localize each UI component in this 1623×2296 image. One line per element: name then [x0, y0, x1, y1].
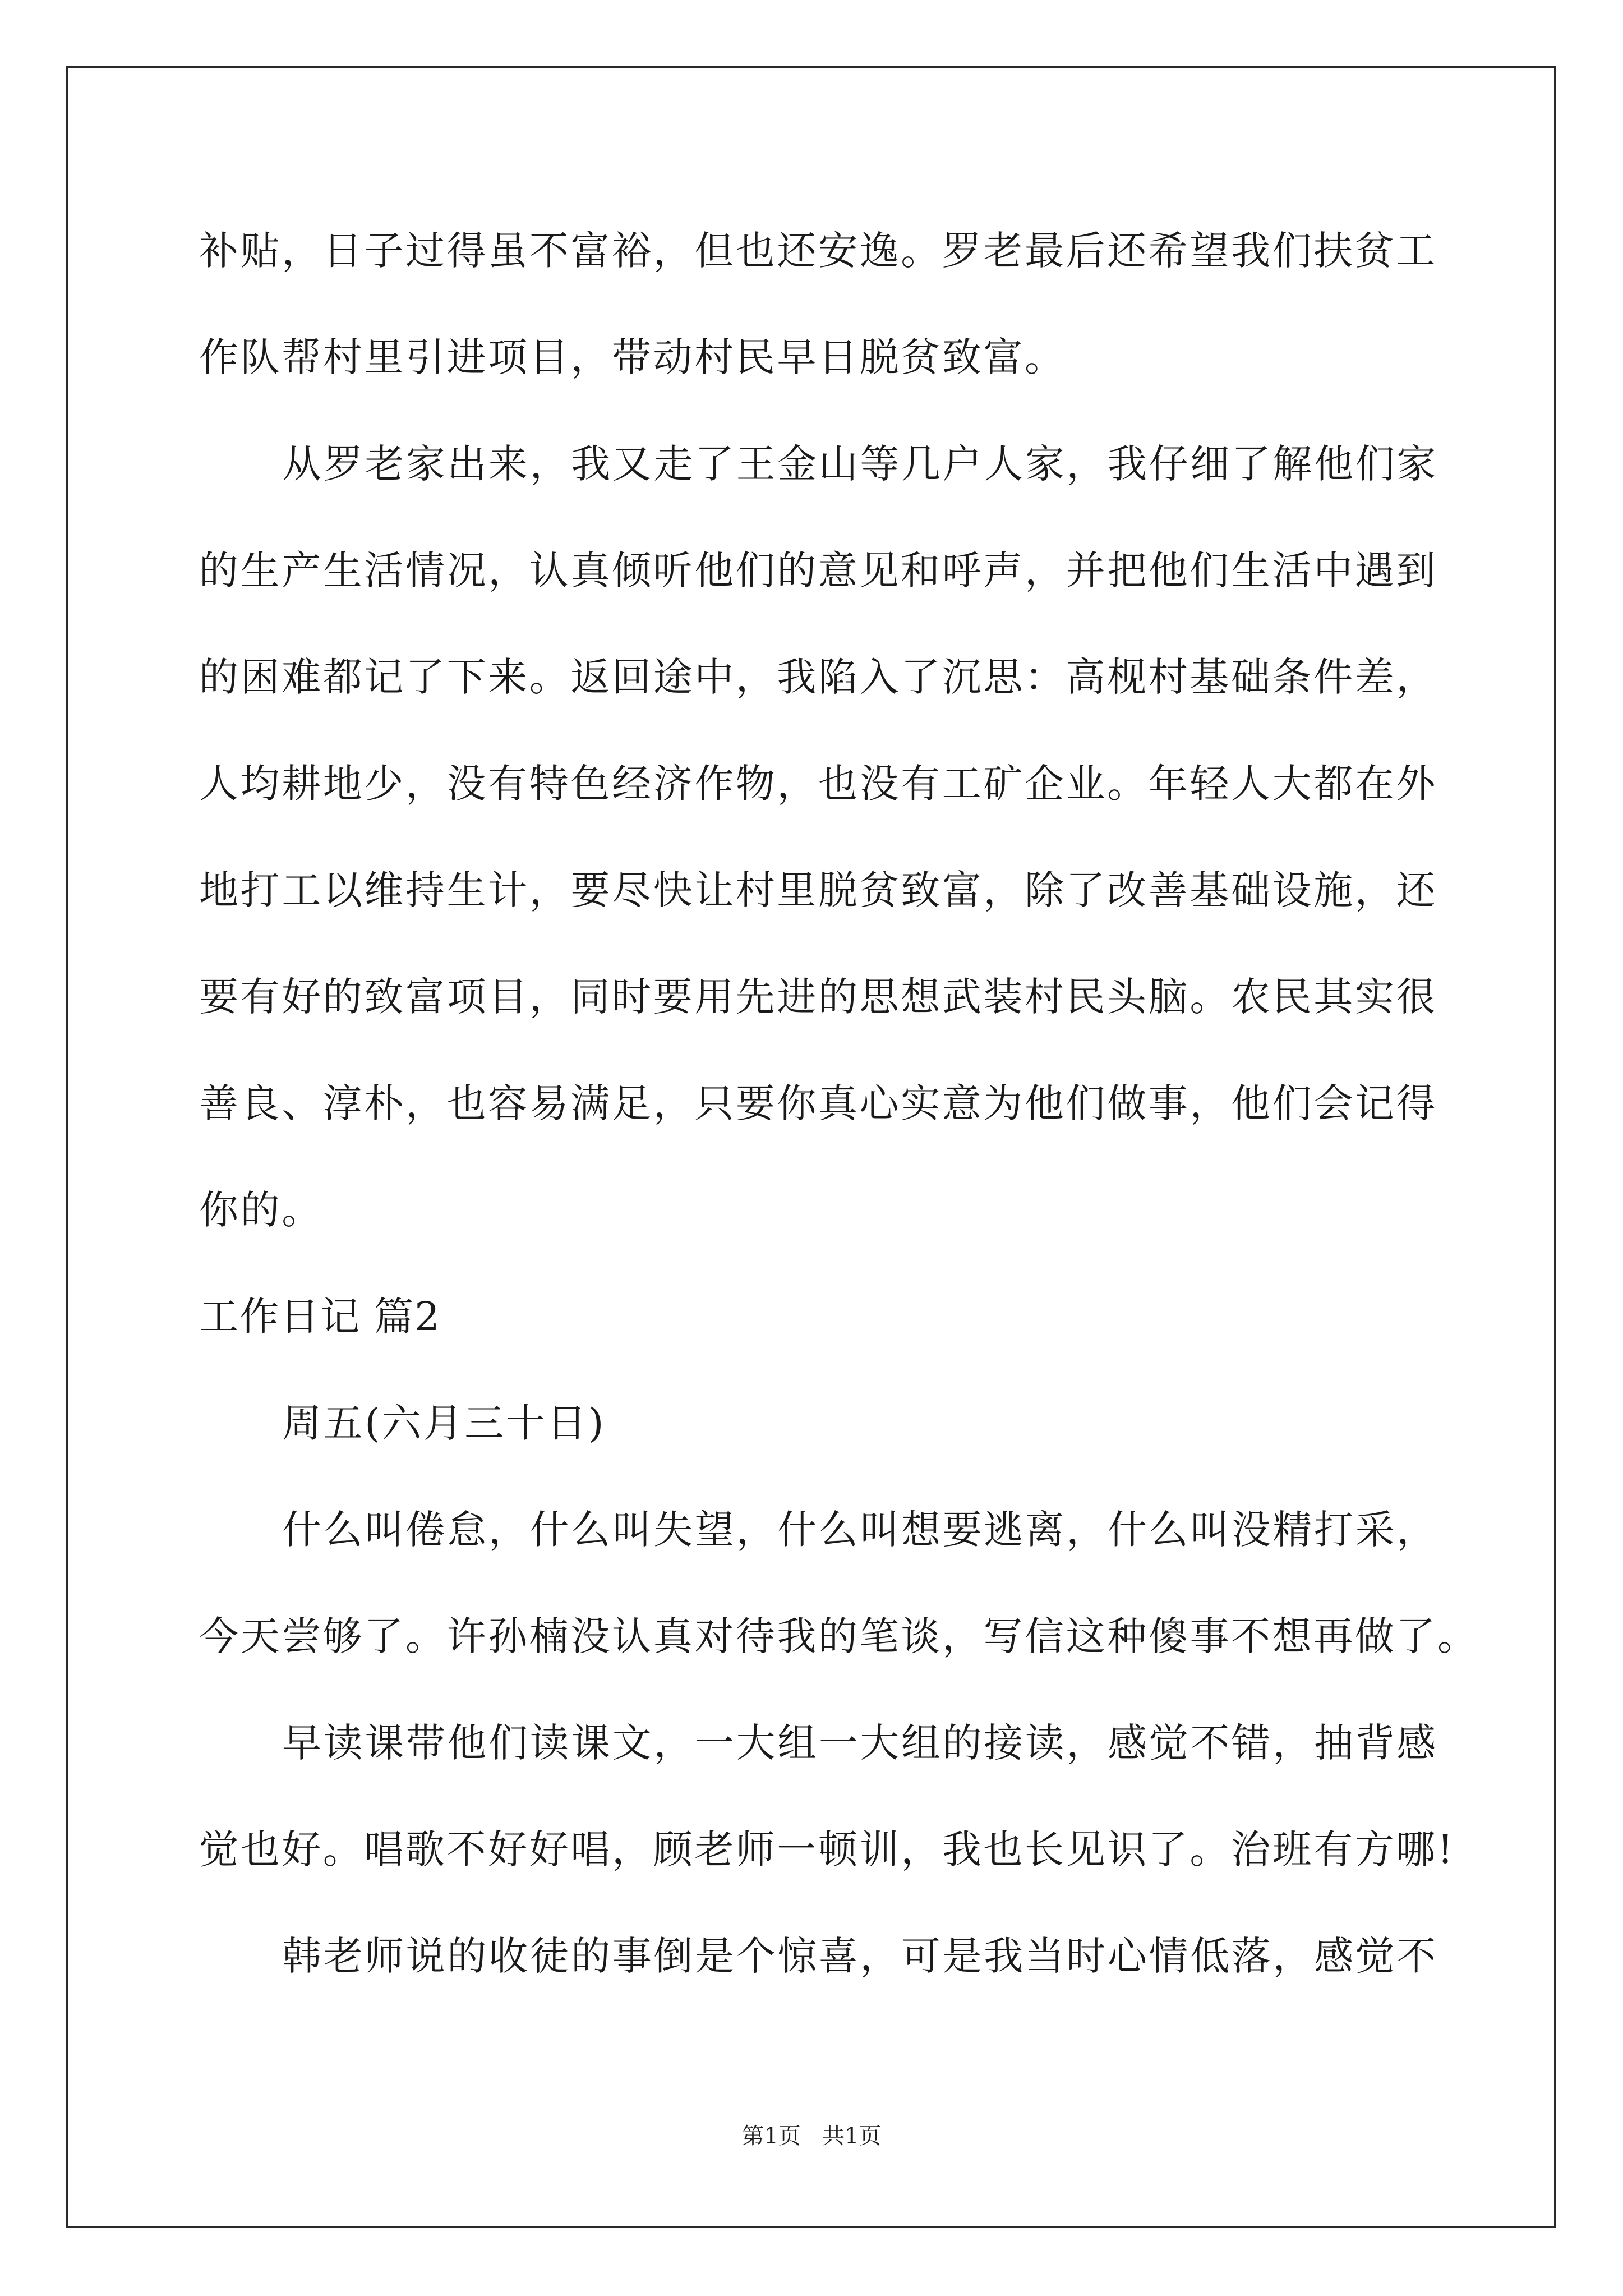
text-line: 的困难都记了下来。返回途中，我陷入了沉思：高枧村基础条件差，	[199, 654, 1437, 700]
text-line: 觉也好。唱歌不好好唱，顾老师一顿训，我也长见识了。治班有方哪!	[199, 1826, 1455, 1872]
text-line: 人均耕地少，没有特色经济作物，也没有工矿企业。年轻人大都在外	[199, 761, 1437, 807]
paragraph-start-line: 早读课带他们读课文，一大组一大组的接读，感觉不错，抽背感	[282, 1720, 1438, 1766]
text-line: 的生产生活情况，认真倾听他们的意见和呼声，并把他们生活中遇到	[199, 547, 1437, 593]
section-heading: 工作日记 篇2	[199, 1294, 441, 1340]
text-line: 今天尝够了。许孙楠没认真对待我的笔谈，写信这种傻事不想再做了。	[199, 1613, 1479, 1659]
text-line: 补贴，日子过得虽不富裕，但也还安逸。罗老最后还希望我们扶贫工	[199, 228, 1437, 274]
paragraph-start-line: 从罗老家出来，我又走了王金山等几户人家，我仔细了解他们家	[282, 441, 1438, 487]
diary-date-line: 周五(六月三十日)	[282, 1400, 606, 1446]
paragraph-start-line: 韩老师说的收徒的事倒是个惊喜，可是我当时心情低落，感觉不	[282, 1933, 1438, 1979]
text-line: 要有好的致富项目，同时要用先进的思想武装村民头脑。农民其实很	[199, 974, 1437, 1020]
page-footer	[0, 2119, 1623, 2153]
text-line: 你的。	[199, 1187, 323, 1233]
paragraph-start-line: 什么叫倦怠，什么叫失望，什么叫想要逃离，什么叫没精打采，	[282, 1507, 1438, 1553]
text-line: 地打工以维持生计，要尽快让村里脱贫致富，除了改善基础设施，还	[199, 867, 1437, 913]
document-body	[199, 209, 1479, 2021]
page-number: 第1页 共1页	[741, 2123, 882, 2149]
text-line: 善良、淳朴，也容易满足，只要你真心实意为他们做事，他们会记得	[199, 1080, 1437, 1126]
text-line: 作队帮村里引进项目，带动村民早日脱贫致富。	[199, 334, 1066, 380]
